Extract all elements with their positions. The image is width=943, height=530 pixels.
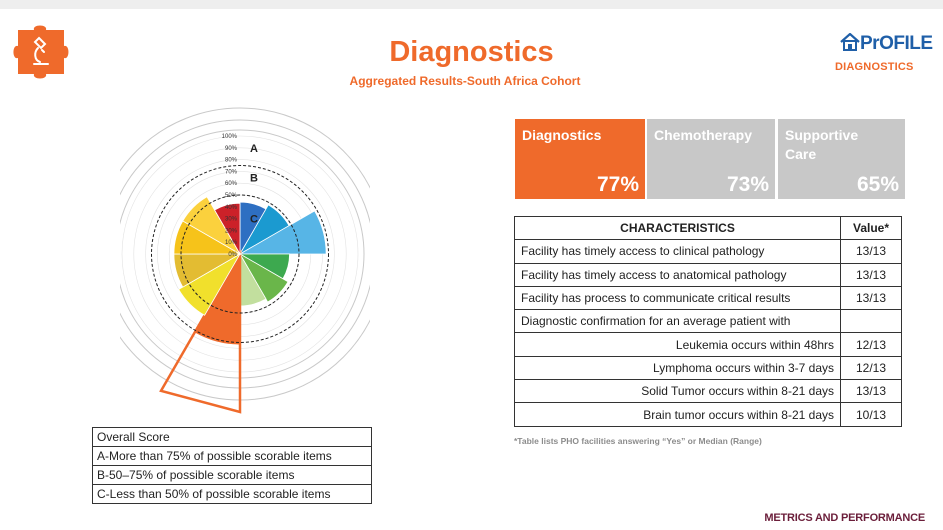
row-value: 12/13 (841, 356, 902, 379)
table-row (515, 380, 902, 403)
logo-text: PrOFILE (860, 33, 933, 54)
chart-tick-label: 0% (228, 252, 237, 258)
table-footnote: *Table lists PHO facilities answering “Yes” or Median (Range) (514, 436, 762, 446)
top-bar (0, 0, 943, 9)
chart-tick-label: 10% (224, 240, 237, 247)
row-label: Lymphoma occurs within 3-7 days (515, 356, 841, 379)
row-value: 13/13 (841, 286, 902, 309)
card-label: Chemotherapy (654, 127, 753, 143)
chart-zone-labels (250, 143, 258, 226)
page-title: Diagnostics (389, 36, 554, 68)
chart-tick-labels (222, 134, 238, 258)
row-value: 13/13 (841, 380, 902, 403)
chart-tick-label: 80% (224, 157, 237, 164)
card-value: 77% (596, 173, 639, 196)
card-value: 65% (856, 173, 899, 196)
chart-tick-label: 60% (224, 181, 237, 188)
row-label: Solid Tumor occurs within 8-21 days (515, 380, 841, 403)
chart-tick-label: 90% (224, 145, 237, 152)
card-label: Supportive Care (785, 127, 859, 162)
profile-logo (832, 33, 942, 79)
row-label: Facility has timely access to clinical pathology (515, 240, 841, 263)
chart-tick-label: 100% (221, 134, 237, 140)
chart-zone-label: B (250, 172, 258, 185)
table-row (515, 333, 902, 356)
table-row (515, 263, 902, 286)
chart-tick-label: 30% (224, 216, 237, 223)
row-label: Leukemia occurs within 48hrs (515, 333, 841, 356)
chart-segments (161, 197, 326, 412)
card-diagnostics[interactable] (515, 119, 645, 199)
chart-tick-label: 70% (224, 169, 237, 176)
card-chemotherapy[interactable] (647, 119, 775, 199)
chart-tick-label: 40% (224, 204, 237, 211)
legend-row-b: B-50–75% of possible scorable items (93, 466, 372, 485)
row-label: Brain tumor occurs within 8-21 days (515, 403, 841, 426)
table-row (515, 240, 902, 263)
header-value: Value* (841, 217, 902, 240)
card-supportive-care[interactable] (778, 119, 905, 199)
score-cards (515, 119, 905, 199)
row-value: 13/13 (841, 240, 902, 263)
chart-zone-label: A (250, 142, 258, 155)
logo-subtitle: DIAGNOSTICS (835, 61, 914, 73)
chart-tick-label: 50% (224, 193, 237, 199)
table-row (515, 403, 902, 426)
row-label: Facility has timely access to anatomical pathology (515, 263, 841, 286)
header-characteristics: CHARACTERISTICS (515, 217, 841, 240)
chart-tick-label: 20% (224, 228, 237, 235)
table-row (515, 310, 902, 333)
row-value: 10/13 (841, 403, 902, 426)
row-label: Diagnostic confirmation for an average patient with (515, 310, 841, 333)
card-label: Diagnostics (522, 127, 602, 143)
characteristics-table (514, 216, 902, 427)
legend-title: Overall Score (93, 428, 372, 447)
page-subtitle: Aggregated Results-South Africa Cohort (349, 74, 581, 88)
row-label: Facility has process to communicate critical results (515, 286, 841, 309)
legend-row-c: C-Less than 50% of possible scorable items (93, 485, 372, 504)
overall-score-legend (92, 427, 372, 504)
row-value: 13/13 (841, 263, 902, 286)
table-row (515, 286, 902, 309)
table-row (515, 356, 902, 379)
house-icon (840, 33, 860, 51)
chart-zone-label: C (250, 213, 258, 226)
table-header-row (515, 217, 902, 240)
card-value: 73% (726, 173, 769, 196)
legend-row-a: A-More than 75% of possible scorable items (93, 447, 372, 466)
row-value (841, 310, 902, 333)
row-value: 12/13 (841, 333, 902, 356)
polar-area-chart (120, 100, 370, 420)
footer-text: METRICS AND PERFORMANCE (764, 512, 925, 524)
